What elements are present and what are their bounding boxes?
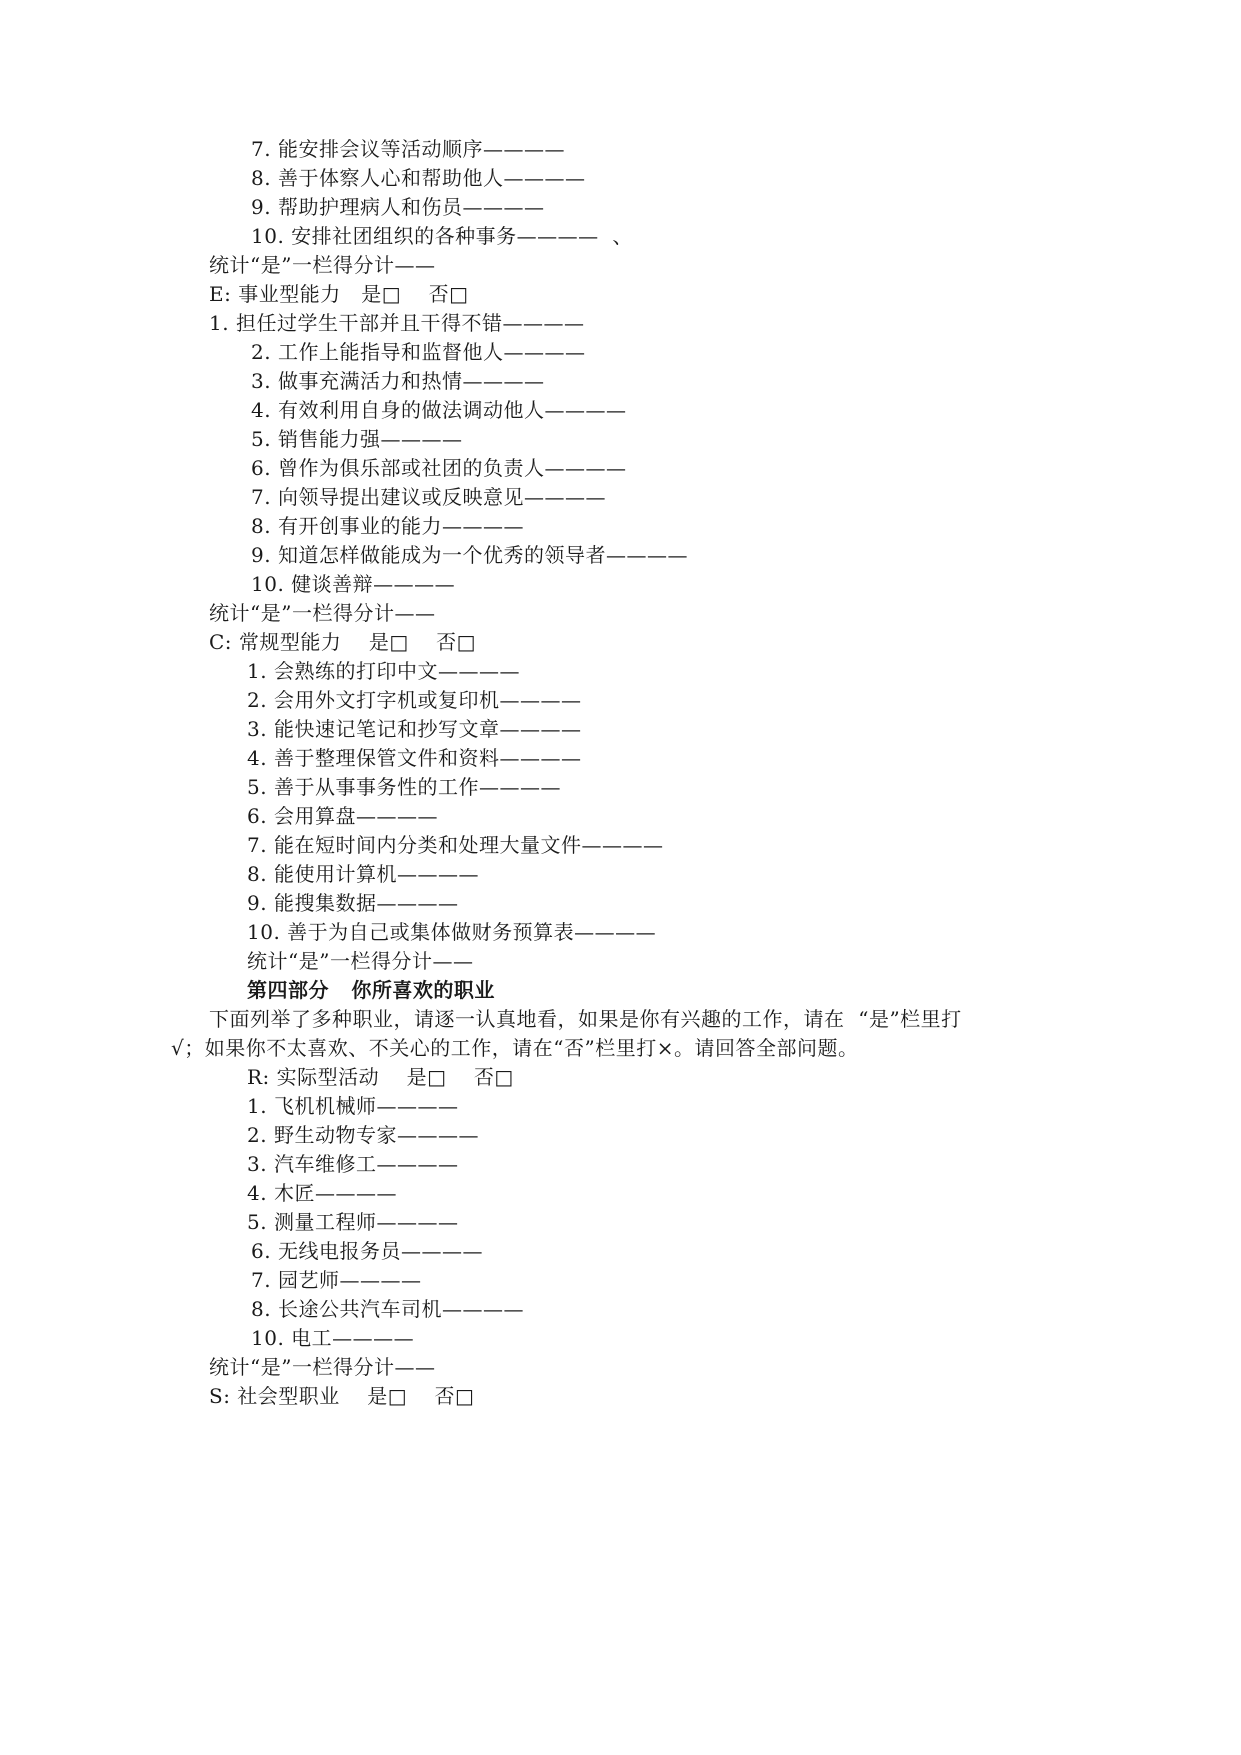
e-item-7: 7. 向领导提出建议或反映意见———— xyxy=(251,485,606,509)
c-item-2: 2. 会用外文打字机或复印机———— xyxy=(247,688,582,712)
e-item-1: 1. 担任过学生干部并且干得不错———— xyxy=(209,311,585,335)
c-item-9: 9. 能搜集数据———— xyxy=(247,891,459,915)
d-item-9: 9. 帮助护理病人和伤员———— xyxy=(251,195,545,219)
r-item-7: 7. 园艺师———— xyxy=(251,1268,422,1292)
e-item-10: 10. 健谈善辩———— xyxy=(251,572,456,596)
part-four-heading: 第四部分 你所喜欢的职业 xyxy=(247,978,495,1002)
e-item-3: 3. 做事充满活力和热情———— xyxy=(251,369,545,393)
c-item-1: 1. 会熟练的打印中文———— xyxy=(247,659,520,683)
e-item-4: 4. 有效利用自身的做法调动他人———— xyxy=(251,398,627,422)
e-section-heading: E: 事业型能力 是□ 否□ xyxy=(209,282,469,306)
r-item-1: 1. 飞机机械师———— xyxy=(247,1094,459,1118)
e-item-2: 2. 工作上能指导和监督他人———— xyxy=(251,340,586,364)
d-item-8: 8. 善于体察人心和帮助他人———— xyxy=(251,166,586,190)
r-item-6: 6. 无线电报务员———— xyxy=(251,1239,483,1263)
r-item-2: 2. 野生动物专家———— xyxy=(247,1123,479,1147)
r-score-line: 统计“是”一栏得分计—— xyxy=(209,1355,436,1379)
d-score-line: 统计“是”一栏得分计—— xyxy=(209,253,436,277)
d-item-10: 10. 安排社团组织的各种事务———— 、 xyxy=(251,224,633,248)
e-item-6: 6. 曾作为俱乐部或社团的负责人———— xyxy=(251,456,627,480)
instructions-line-2: √；如果你不太喜欢、不关心的工作，请在“否”栏里打×。请回答全部问题。 xyxy=(171,1036,859,1060)
instructions-line-1: 下面列举了多种职业，请逐一认真地看，如果是你有兴趣的工作，请在 “是”栏里打 xyxy=(209,1007,962,1031)
c-item-8: 8. 能使用计算机———— xyxy=(247,862,479,886)
e-item-9: 9. 知道怎样做能成为一个优秀的领导者———— xyxy=(251,543,688,567)
e-item-5: 5. 销售能力强———— xyxy=(251,427,463,451)
e-score-line: 统计“是”一栏得分计—— xyxy=(209,601,436,625)
e-item-8: 8. 有开创事业的能力———— xyxy=(251,514,524,538)
r-item-10: 10. 电工———— xyxy=(251,1326,415,1350)
r-item-5: 5. 测量工程师———— xyxy=(247,1210,459,1234)
r-item-8: 8. 长途公共汽车司机———— xyxy=(251,1297,524,1321)
r-item-4: 4. 木匠———— xyxy=(247,1181,397,1205)
r-item-3: 3. 汽车维修工———— xyxy=(247,1152,459,1176)
c-item-4: 4. 善于整理保管文件和资料———— xyxy=(247,746,582,770)
s-section-heading: S: 社会型职业 是□ 否□ xyxy=(209,1384,475,1408)
r-section-heading: R: 实际型活动 是□ 否□ xyxy=(247,1065,514,1089)
d-item-7: 7. 能安排会议等活动顺序———— xyxy=(251,137,565,161)
c-item-5: 5. 善于从事事务性的工作———— xyxy=(247,775,561,799)
c-section-heading: C: 常规型能力 是□ 否□ xyxy=(209,630,477,654)
c-item-10: 10. 善于为自己或集体做财务预算表———— xyxy=(247,920,657,944)
c-item-3: 3. 能快速记笔记和抄写文章———— xyxy=(247,717,582,741)
c-item-7: 7. 能在短时间内分类和处理大量文件———— xyxy=(247,833,664,857)
c-score-line: 统计“是”一栏得分计—— xyxy=(247,949,474,973)
c-item-6: 6. 会用算盘———— xyxy=(247,804,438,828)
